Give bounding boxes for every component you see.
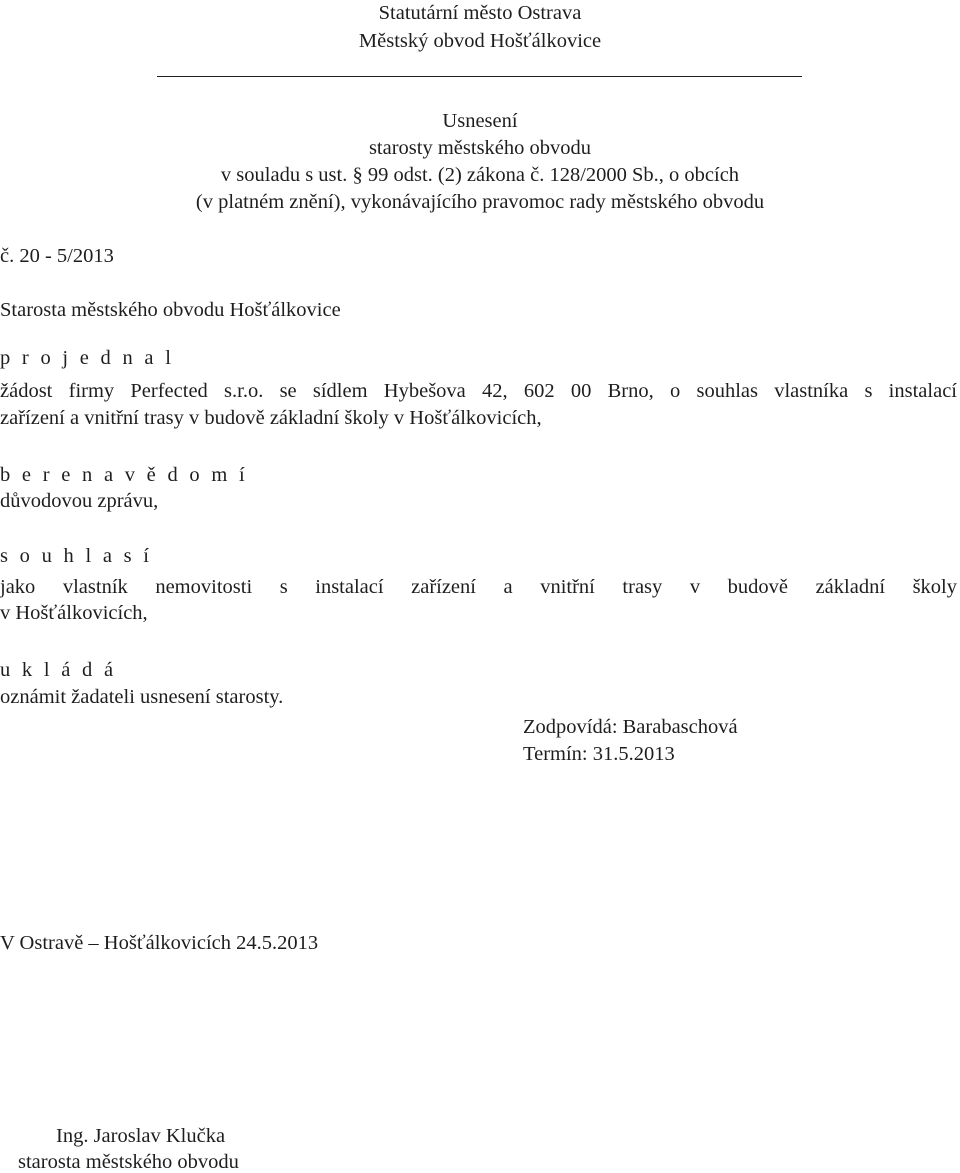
resolution-number: č. 20 - 5/2013 <box>0 245 114 267</box>
deadline: Termín: 31.5.2013 <box>523 743 675 765</box>
place-and-date: V Ostravě – Hošťálkovicích 24.5.2013 <box>0 932 319 954</box>
notes-heading: b e r e n a v ě d o m í <box>0 464 248 486</box>
title-legal-basis: v souladu s ust. § 99 odst. (2) zákona č. 128/2000 Sb., o obcích <box>220 164 740 186</box>
issuer: Starosta městského obvodu Hošťálkovice <box>0 299 341 321</box>
title-legal-basis-cont: (v platném znění), vykonávajícího pravomoc rady městského obvodu <box>195 191 765 213</box>
agrees-text: jako vlastník nemovitosti s instalací zařízení a vnitřní trasy v budově základní školy <box>0 576 957 598</box>
agrees-text-cont: v Hošťálkovicích, <box>0 602 148 624</box>
orders-heading: u k l á d á <box>0 659 117 681</box>
header-district: Městský obvod Hošťálkovice <box>358 30 602 52</box>
signatory-role: starosta městského obvodu <box>18 1151 239 1173</box>
header-divider <box>157 76 802 77</box>
discussed-text-cont: zařízení a vnitřní trasy v budově základní školy v Hošťálkovicích, <box>0 407 542 429</box>
header-city: Statutární město Ostrava <box>378 2 582 24</box>
notes-text: důvodovou zprávu, <box>0 490 159 512</box>
discussed-text: žádost firmy Perfected s.r.o. se sídlem Hybešova 42, 602 00 Brno, o souhlas vlastníka s instalací <box>0 380 957 402</box>
title-heading: Usnesení <box>442 110 518 132</box>
title-subheading: starosty městského obvodu <box>368 137 592 159</box>
orders-text: oznámit žadateli usnesení starosty. <box>0 686 284 708</box>
responsible-person: Zodpovídá: Barabaschová <box>523 716 738 738</box>
signatory-name: Ing. Jaroslav Klučka <box>56 1125 226 1147</box>
agrees-heading: s o u h l a s í <box>0 545 153 567</box>
discussed-heading: p r o j e d n a l <box>0 347 175 369</box>
